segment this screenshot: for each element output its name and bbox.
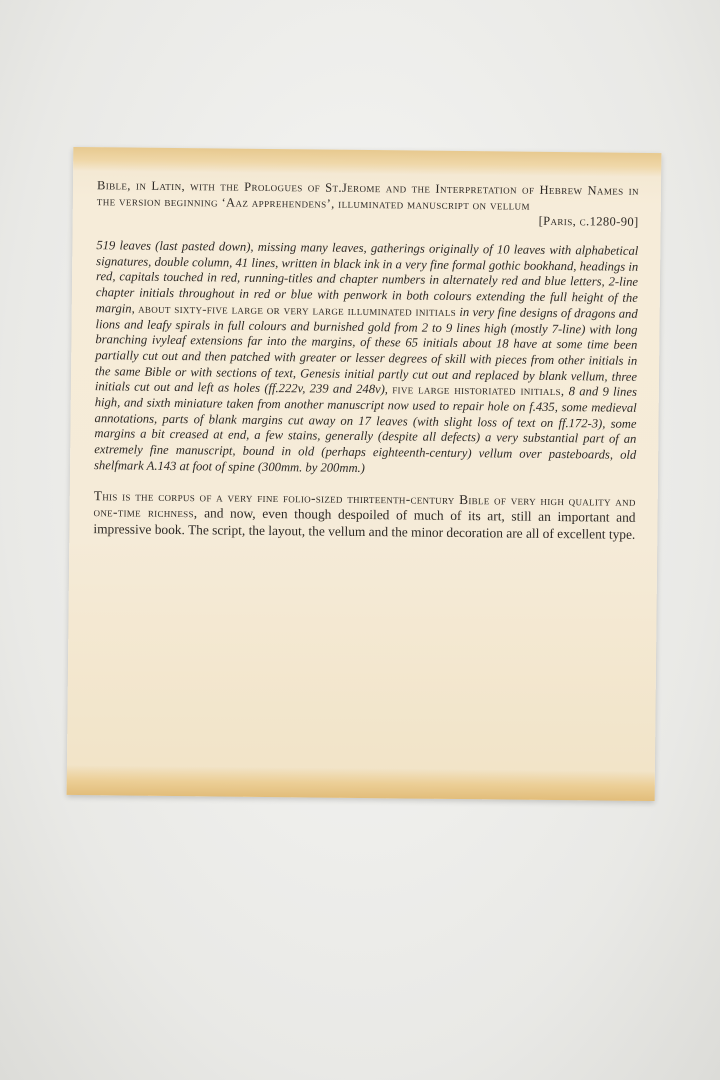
lot-commentary	[93, 488, 635, 544]
lot-collation	[94, 238, 638, 479]
collation-smallcaps-1: about sixty-five large or very large illuminated initials	[138, 301, 457, 319]
catalogue-clipping	[67, 147, 662, 801]
top-glue-stain	[73, 147, 661, 177]
collation-text-2: in very fine designs of dragons and lions and leafy spirals in full colours and burnished gold from 2 to 9 lines high (mostly 7-line) with long branching ivyleaf extensions far into the margins, of these 65 initials about 18 have at some time been partially cut out and then patched with greater or lesser degrees of skill with pieces from other initials in the same Bible or with sections of text, Genesis initial partly cut out and replaced by blank vellum, three initials cut out and left as holes (ff.222v, 239 and 248v),	[94, 304, 638, 397]
bottom-glue-stain	[67, 765, 655, 801]
collation-text-3: 8 and 9 lines high, and sixth miniature taken from another manuscript now used to repair hole on f.435, some medieval annotations, parts of blank margins cut away on 17 leaves (with slight loss of text on ff.172-3), some margins a bit creased at end, a few stains, generally (despite all defects) a very substantial part of an extremely fine manuscript, bound in old (perhaps eighteenth-century) vellum over pasteboards, old shelfmark A.143 at foot of spine (300mm. by 200mm.)	[94, 384, 637, 475]
lot-place-date: [Paris, c.1280-90]	[538, 213, 639, 229]
lot-title: Bible, in Latin, with the Prologues of St.Jerome and the Interpretation of Hebrew Names in the version beginning ‘Aaz apprehendens’, illuminated manuscript on vellum	[96, 178, 640, 213]
commentary-text: and now, even though despoiled of much of its art, still an important and impressive book. The script, the layout, the vellum and the minor decoration are all of excellent type.	[93, 505, 636, 542]
collation-text-1: 519 leaves (last pasted down), missing many leaves, gatherings originally of 10 leaves with alphabetical signatures, double column, 41 lines, written in black ink in a very fine formal gothic bookhand, headings in red, capitals touched in red, running-titles and chapter numbers in alternately red and blue letters, 2-line chapter initials throughout in red or blue with penwork in both colours extending the full height of the margin,	[95, 238, 639, 316]
lot-heading	[97, 177, 639, 230]
collation-smallcaps-2: five large historiated initials,	[392, 382, 565, 399]
commentary-smallcaps: This is the corpus of a very fine folio-sized thirteenth-century Bible of very high quality and one-time richness,	[93, 487, 636, 521]
lot-entry	[93, 177, 639, 557]
